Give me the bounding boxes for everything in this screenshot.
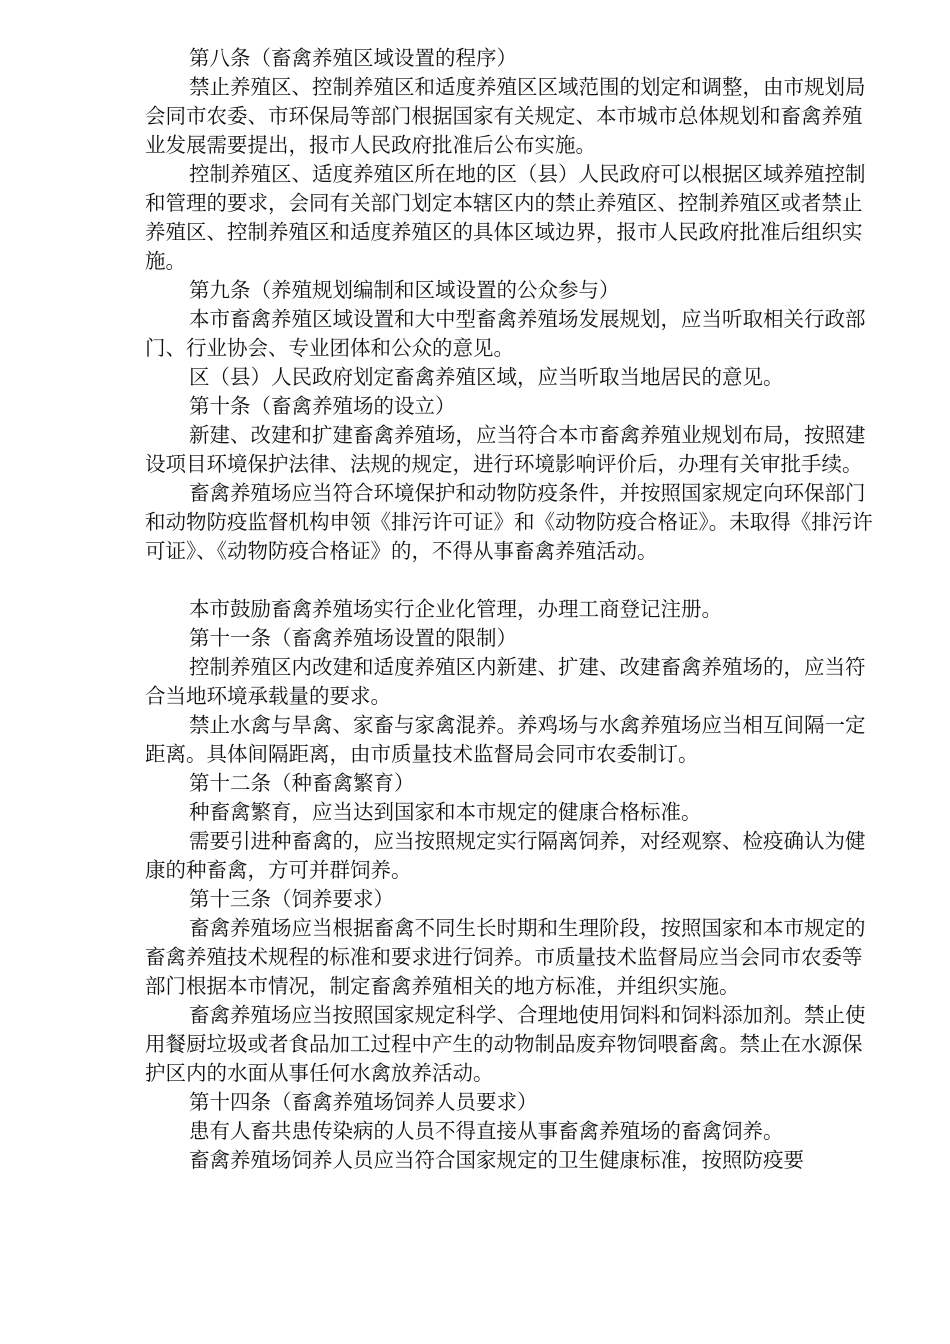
paragraph: 需要引进种畜禽的，应当按照规定实行隔离饲养，对经观察、检疫确认为健康的种畜禽，方可并群饲养。 [145,829,866,882]
paragraph: 区（县）人民政府划定畜禽养殖区域，应当听取当地居民的意见。 [189,365,784,389]
article-heading: 第十条（畜禽养殖场的设立） [189,394,456,418]
paragraph: 新建、改建和扩建畜禽养殖场，应当符合本市畜禽养殖业规划布局，按照建设项目环境保护法律、法规的规定，进行环境影响评价后，办理有关审批手续。 [145,423,866,476]
paragraph: 控制养殖区内改建和适度养殖区内新建、扩建、改建畜禽养殖场的，应当符合当地环境承载量的要求。 [145,655,866,708]
article-heading: 第十一条（畜禽养殖场设置的限制） [189,626,517,650]
paragraph: 禁止水禽与旱禽、家畜与家禽混养。养鸡场与水禽养殖场应当相互间隔一定距离。具体间隔距离，由市质量技术监督局会同市农委制订。 [145,713,866,766]
paragraph: 患有人畜共患传染病的人员不得直接从事畜禽养殖场的畜禽饲养。 [189,1119,784,1143]
article-heading: 第十三条（饲养要求） [189,887,394,911]
article-heading: 第十二条（种畜禽繁育） [189,771,415,795]
document-body [145,44,875,1175]
article-heading: 第八条（畜禽养殖区域设置的程序） [189,46,517,70]
article-heading: 第十四条（畜禽养殖场饲养人员要求） [189,1090,538,1114]
paragraph: 畜禽养殖场应当按照国家规定科学、合理地使用饲料和饲料添加剂。禁止使用餐厨垃圾或者食品加工过程中产生的动物制品废弃物饲喂畜禽。禁止在水源保护区内的水面从事任何水禽放养活动。 [145,1003,866,1085]
paragraph: 本市鼓励畜禽养殖场实行企业化管理，办理工商登记注册。 [189,597,722,621]
paragraph: 本市畜禽养殖区域设置和大中型畜禽养殖场发展规划，应当听取相关行政部门、行业协会、专业团体和公众的意见。 [145,307,866,360]
paragraph: 畜禽养殖场应当根据畜禽不同生长时期和生理阶段，按照国家和本市规定的畜禽养殖技术规程的标准和要求进行饲养。市质量技术监督局应当会同市农委等部门根据本市情况，制定畜禽养殖相关的地方标准，并组织实施。 [145,916,866,998]
paragraph: 控制养殖区、适度养殖区所在地的区（县）人民政府可以根据区域养殖控制和管理的要求，会同有关部门划定本辖区内的禁止养殖区、控制养殖区或者禁止养殖区、控制养殖区和适度养殖区的具体区域边界，报市人民政府批准后组织实施。 [145,162,866,273]
paragraph: 禁止养殖区、控制养殖区和适度养殖区区域范围的划定和调整，由市规划局会同市农委、市环保局等部门根据国家有关规定、本市城市总体规划和畜禽养殖业发展需要提出，报市人民政府批准后公布实施。 [145,75,866,157]
paragraph: 种畜禽繁育，应当达到国家和本市规定的健康合格标准。 [189,800,702,824]
paragraph: 畜禽养殖场应当符合环境保护和动物防疫条件，并按照国家规定向环保部门和动物防疫监督机构申领《排污许可证》和《动物防疫合格证》。未取得《排污许可证》、《动物防疫合格证》的，不得从事畜禽养殖活动。 [145,481,873,563]
paragraph: 畜禽养殖场饲养人员应当符合国家规定的卫生健康标准，按照防疫要 [189,1148,804,1172]
article-heading: 第九条（养殖规划编制和区域设置的公众参与） [189,278,620,302]
blank-line [145,566,875,595]
